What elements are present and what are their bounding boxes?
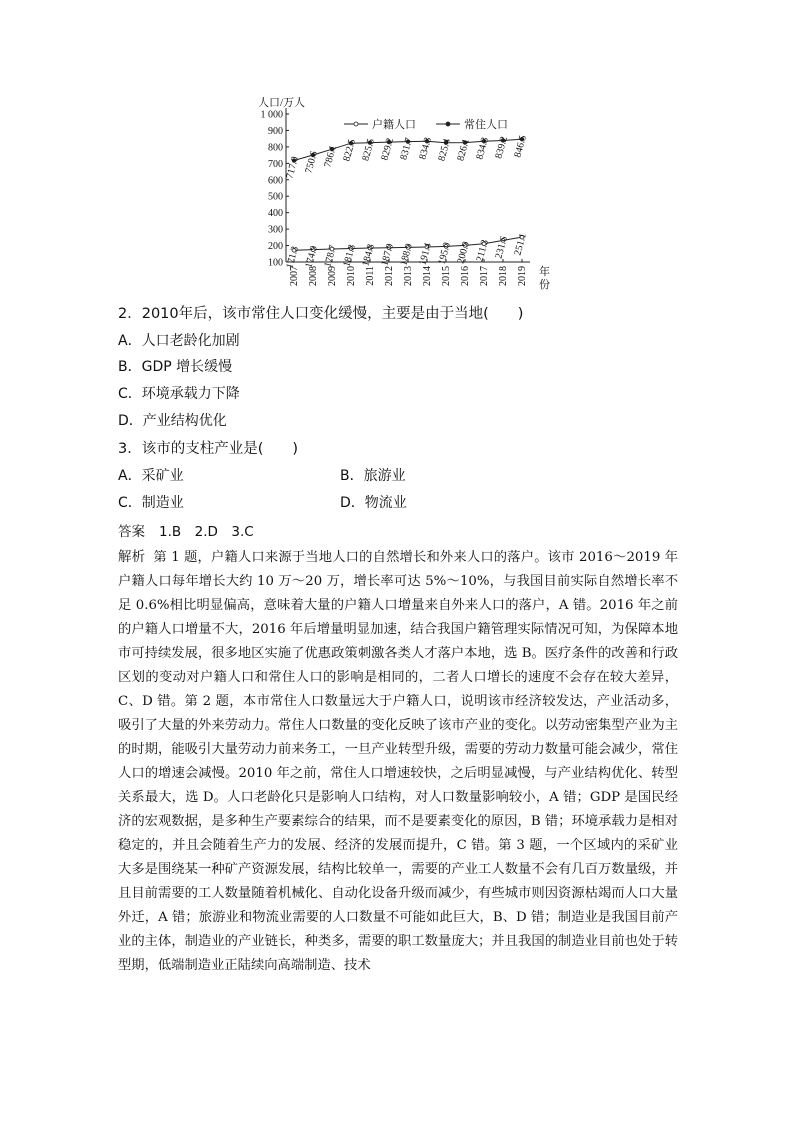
y-tick-label: 900	[268, 125, 283, 137]
data-label: 786.1	[322, 144, 339, 169]
answer-label: 答案	[118, 524, 145, 540]
legend-marker	[446, 122, 450, 126]
x-tick-label: 2014	[422, 266, 433, 286]
explanation-label: 解析	[118, 549, 146, 565]
data-label: 181.8	[341, 243, 358, 269]
data-label: 846.5	[512, 134, 529, 159]
data-label: 231.6	[493, 235, 510, 260]
data-label: 211.3	[474, 238, 491, 263]
x-tick-label: 2013	[403, 266, 414, 286]
option-a: A．人口老龄化加剧	[118, 333, 240, 349]
x-tick-label: 2011	[365, 266, 376, 286]
data-label: 200.9	[455, 240, 472, 265]
option-c: C．制造业	[118, 495, 184, 511]
x-tick-label: 2007	[289, 266, 300, 286]
answer-text: 1.B 2.D 3.C	[159, 524, 254, 540]
x-tick-label: 2018	[498, 266, 509, 286]
x-axis-label	[539, 264, 550, 291]
y-tick-label: 800	[268, 142, 283, 154]
x-tick-label: 2008	[308, 266, 319, 286]
x-tick-label: 2017	[479, 266, 490, 286]
chart-legend	[344, 117, 508, 131]
data-label: 188.9	[398, 242, 415, 267]
data-label: 826.1	[455, 137, 472, 163]
data-label: 839.2	[493, 135, 510, 160]
data-label: 187.0	[379, 242, 396, 268]
y-tick-label: 200	[268, 241, 283, 253]
x-tick-label: 2016	[460, 266, 471, 286]
data-label: 717.0	[284, 155, 301, 181]
option-d: D．产业结构优化	[118, 413, 227, 429]
chart-axes	[261, 108, 531, 286]
legend-marker	[354, 122, 358, 126]
data-label: 174.9	[303, 244, 320, 270]
option-b: B．GDP 增长缓慢	[118, 359, 233, 375]
data-label: 750.6	[303, 149, 320, 175]
explanation-text: 第 1 题，户籍人口来源于当地人口的自然增长和外来人口的落户。该市 2016～2019 年户籍人口每年增长大约 10 万～20 万，增长率可达 5%～10%，与我国目前实际自然增长率不足 0.6%相比明显偏高，意味着大量的户籍人口增量来自外来人口的落户，A 错。2016 年之前的户籍人口增量不大，2016 年后增量明显加速，结合我国户籍管理实际情况可知，为保障本地市可持续发展，很多地区实施了优惠政策刺激各类人才落户本地，选 B。医疗条件的改善和行政区划的变动对户籍人口和常住人口的影响是相同的，二者人口增长的速度不会存在较大差异，C、D 错。第 2 题，本市常住人口数量远大于户籍人口，说明该市经济较发达，产业活动多，吸引了大量的外来劳动力。常住人口数量的变化反映了该市产业的变化。以劳动密集型产业为主的时期，能吸引大量劳动力前来务工，一旦产业转型升级，需要的劳动力数量可能会减少，常住人口的增速会减慢。2010 年之前，常住人口增速较快，之后明显减慢，与产业结构优化、转型关系最大，选 D。人口老龄化只是影响人口结构，对人口数量影响较小，A 错；GDP 是国民经济的宏观数据，是多种生产要素综合的结果，而不是要素变化的原因，B 错；环境承载力是相对稳定的，并且会随着生产力的发展、经济的发展而提升，C 错。第 3 题，一个区域内的采矿业大多是围绕某一种矿产资源发展，结构比较单一，需要的产业工人数量不会有几百万数量级，并且目前需要的工人数量随着机械化、自动化设备升级而减少，有些城市则因资源枯竭而人口大量外迁，A 错；旅游业和物流业需要的人口数量不可能如此巨大，B、D 错；制造业是我国目前产业的主体，制造业的产业链长，种类多，需要的职工数量庞大；并且我国的制造业目前也处于转型期，低端制造业正陆续向高端制造、技术	[118, 550, 679, 973]
y-axis-label: 人口/万人	[258, 97, 306, 109]
x-tick-label: 2012	[384, 266, 395, 286]
y-tick-label: 1 000	[260, 109, 283, 121]
option-b: B．旅游业	[340, 468, 406, 484]
data-label: 834.3	[417, 136, 434, 161]
x-tick-label: 2009	[327, 266, 338, 286]
y-tick-label: 300	[268, 224, 283, 236]
data-label: 195.0	[436, 241, 453, 266]
answer-line	[118, 520, 254, 540]
data-label: 251.1	[512, 232, 529, 257]
legend-label: 常住人口	[464, 119, 508, 131]
explanation	[118, 545, 678, 978]
x-tick-label: 2015	[441, 266, 452, 286]
y-tick-label: 700	[268, 158, 283, 170]
legend-label: 户籍人口	[372, 119, 416, 131]
option-d: D．物流业	[340, 495, 407, 511]
option-a: A．采矿业	[118, 468, 184, 484]
data-label: 822.5	[341, 138, 358, 163]
y-tick-label: 600	[268, 175, 283, 187]
data-label: 191.4	[417, 241, 434, 267]
y-tick-label: 500	[268, 191, 283, 203]
question-stem: 3．该市的支柱产业是( )	[118, 441, 299, 457]
y-tick-label: 400	[268, 208, 283, 220]
data-label: 178.7	[322, 243, 339, 269]
data-label: 184.8	[360, 242, 377, 268]
svg-text:年: 年	[539, 266, 550, 278]
y-tick-label: 100	[268, 257, 283, 269]
data-label: 831.7	[398, 136, 415, 162]
data-label: 825.4	[436, 137, 453, 163]
x-tick-label: 2019	[517, 266, 528, 286]
question-stem: 2．2010年后，该市常住人口变化缓慢，主要是由于当地( )	[118, 306, 524, 322]
chart-series	[284, 134, 528, 270]
population-line-chart	[248, 92, 558, 292]
data-label: 829.2	[379, 137, 396, 162]
x-tick-label: 2010	[346, 266, 357, 286]
option-c: C．环境承载力下降	[118, 386, 240, 402]
data-label: 825.5	[360, 137, 377, 163]
data-label: 834.3	[474, 136, 491, 161]
data-label: 171.3	[284, 245, 301, 270]
svg-text:份: 份	[539, 279, 550, 291]
